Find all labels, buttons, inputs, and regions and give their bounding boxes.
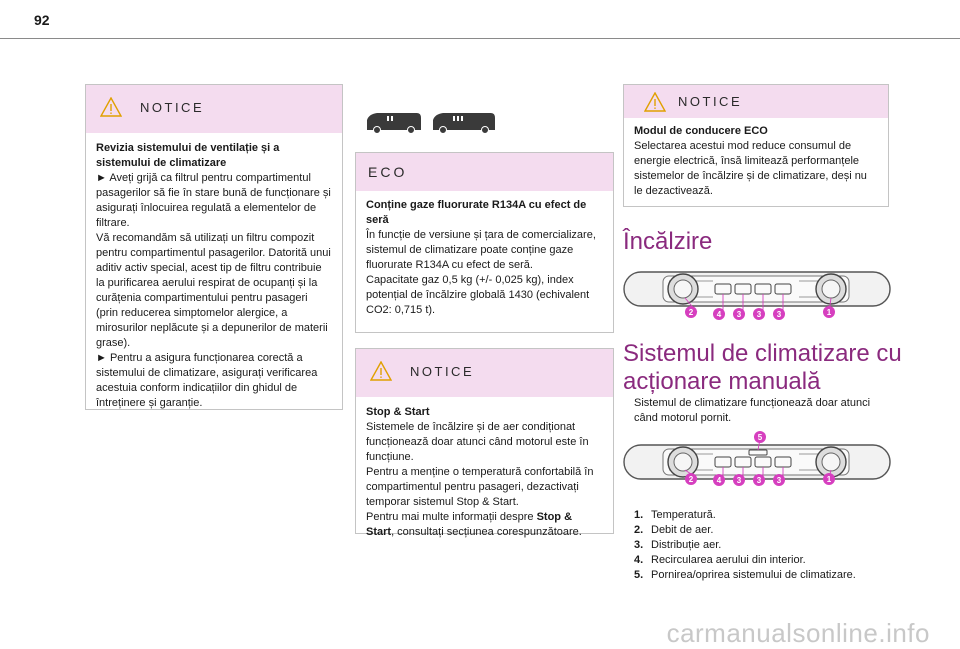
notice-text: Sistemele de încălzire și de aer condiționat funcționează doar atunci când motorul este în funcțiune.: [366, 421, 589, 463]
eco-header: [356, 153, 613, 191]
page-number: 92: [34, 12, 50, 28]
eco-text: Capacitate gaz 0,5 kg (+/- 0,025 kg), index potențial de încălzire globală 1430 (echivalent CO2: 0,715 t).: [366, 274, 590, 316]
van-icon: [367, 113, 421, 134]
ac-control-panel-image: [623, 430, 893, 488]
legend-text: Distribuție aer.: [651, 539, 722, 551]
legend-text: Debit de aer.: [651, 524, 714, 536]
callout-label: 3: [756, 310, 762, 319]
section-title-line: acționare manuală: [623, 368, 821, 395]
notice-heading: Revizia sistemului de ventilație și a sistemului de climatizare: [96, 142, 280, 169]
legend-text: Pornirea/oprirea sistemului de climatizare.: [651, 569, 856, 581]
notice-text: Selectarea acestui mod reduce consumul de energie electrică, însă limitează performanțele sistemelor de încălzire și de climatizare, deși nu le dezactivează.: [634, 140, 867, 197]
notice-box-ventilation: [85, 84, 343, 410]
callout-label: 2: [688, 475, 694, 484]
warning-icon: [370, 361, 392, 381]
notice-text: ► Aveți grijă ca filtrul pentru compartimentul pasagerilor să fie în stare bună de funcționare și asigurați înlocuirea regulată a elementelor de filtrare.: [96, 172, 331, 229]
notice-heading: Modul de conducere ECO: [634, 125, 768, 137]
eco-box: [355, 152, 614, 333]
callout-label: 2: [688, 308, 694, 317]
legend-number: 5.: [634, 569, 644, 581]
eco-text: În funcție de versiune și țara de comercializare, sistemul de climatizare poate conține gaze fluorurate R134A cu efect de seră.: [366, 229, 596, 271]
warning-icon: [100, 97, 122, 117]
legend-number: 2.: [634, 524, 644, 536]
notice-text: [366, 510, 603, 540]
watermark: carmanualsonline.info: [666, 618, 930, 648]
controls-legend: [634, 508, 856, 583]
van-icon: [433, 113, 495, 134]
manual-ac-intro: Sistemul de climatizare funcționează doar atunci când motorul pornit.: [634, 397, 871, 424]
notice-header: [356, 349, 613, 397]
legend-number: 4.: [634, 554, 644, 566]
notice-title: NOTICE: [678, 94, 743, 109]
notice-text: Pentru a menține o temperatură confortabilă în compartimentul pentru pasageri, dezactivați temporar sistemul Stop & Start.: [366, 466, 594, 508]
notice-title: NOTICE: [140, 100, 205, 115]
legend-item: [634, 538, 856, 553]
van-versions-icon: [365, 110, 495, 134]
callout-label: 1: [826, 308, 832, 317]
notice-text: ► Pentru a asigura funcționarea corectă a sistemului de climatizare, asigurați verificarea acestuia conform indicațiilor din ghidul de întreținere și garanție.: [96, 352, 318, 409]
section-title-heating: Încălzire: [623, 228, 713, 255]
fan-knob-icon: [668, 274, 698, 304]
notice-text-suffix: , consultați secțiunea corespunzătoare.: [391, 526, 582, 538]
legend-number: 3.: [634, 539, 644, 551]
legend-item: [634, 523, 856, 538]
callout-label: 4: [716, 476, 722, 485]
section-title-manual-ac: [623, 340, 902, 396]
callout-label: 3: [776, 476, 782, 485]
eco-title: ECO: [368, 164, 408, 180]
warning-icon: [644, 92, 666, 112]
callout-label: 5: [757, 433, 763, 442]
notice-text-prefix: Pentru mai multe informații despre: [366, 511, 537, 523]
heating-control-panel-image: [623, 268, 893, 322]
legend-text: Temperatură.: [651, 509, 716, 521]
fan-knob-icon: [668, 447, 698, 477]
eco-heading: Conține gaze fluorurate R134A cu efect de seră: [366, 199, 587, 226]
notice-box-stop-start: [355, 348, 614, 538]
callout-label: 4: [716, 310, 722, 319]
notice-title: NOTICE: [410, 364, 475, 379]
notice-header: [86, 85, 342, 133]
callout-label: 1: [826, 475, 832, 484]
notice-text: Vă recomandăm să utilizați un filtru compozit pentru compartimentul pasagerilor. Datorită unui aditiv activ special, acest tip de filtru contribuie la purificarea aerului respirat de ocupanți și la curățenia compartimentului pentru pasageri (prin reducerea simptomelor alergice, a mirosurilor neplăcute și a depunerilor de materii grase).: [96, 232, 331, 349]
header-rule: [0, 38, 960, 39]
legend-item: [634, 568, 856, 583]
notice-box-eco-mode: [623, 84, 889, 207]
callout-label: 3: [736, 310, 742, 319]
legend-number: 1.: [634, 509, 644, 521]
notice-text-bold: Stop & Start: [366, 511, 573, 538]
legend-text: Recircularea aerului din interior.: [651, 554, 806, 566]
callout-label: 3: [756, 476, 762, 485]
callout-label: 3: [776, 310, 782, 319]
legend-item: [634, 508, 856, 523]
temperature-knob-icon: [816, 447, 846, 477]
notice-header: [624, 85, 888, 118]
notice-heading: Stop & Start: [366, 406, 430, 418]
callout-label: 3: [736, 476, 742, 485]
section-title-line: Sistemul de climatizare cu: [623, 340, 902, 367]
legend-item: [634, 553, 856, 568]
